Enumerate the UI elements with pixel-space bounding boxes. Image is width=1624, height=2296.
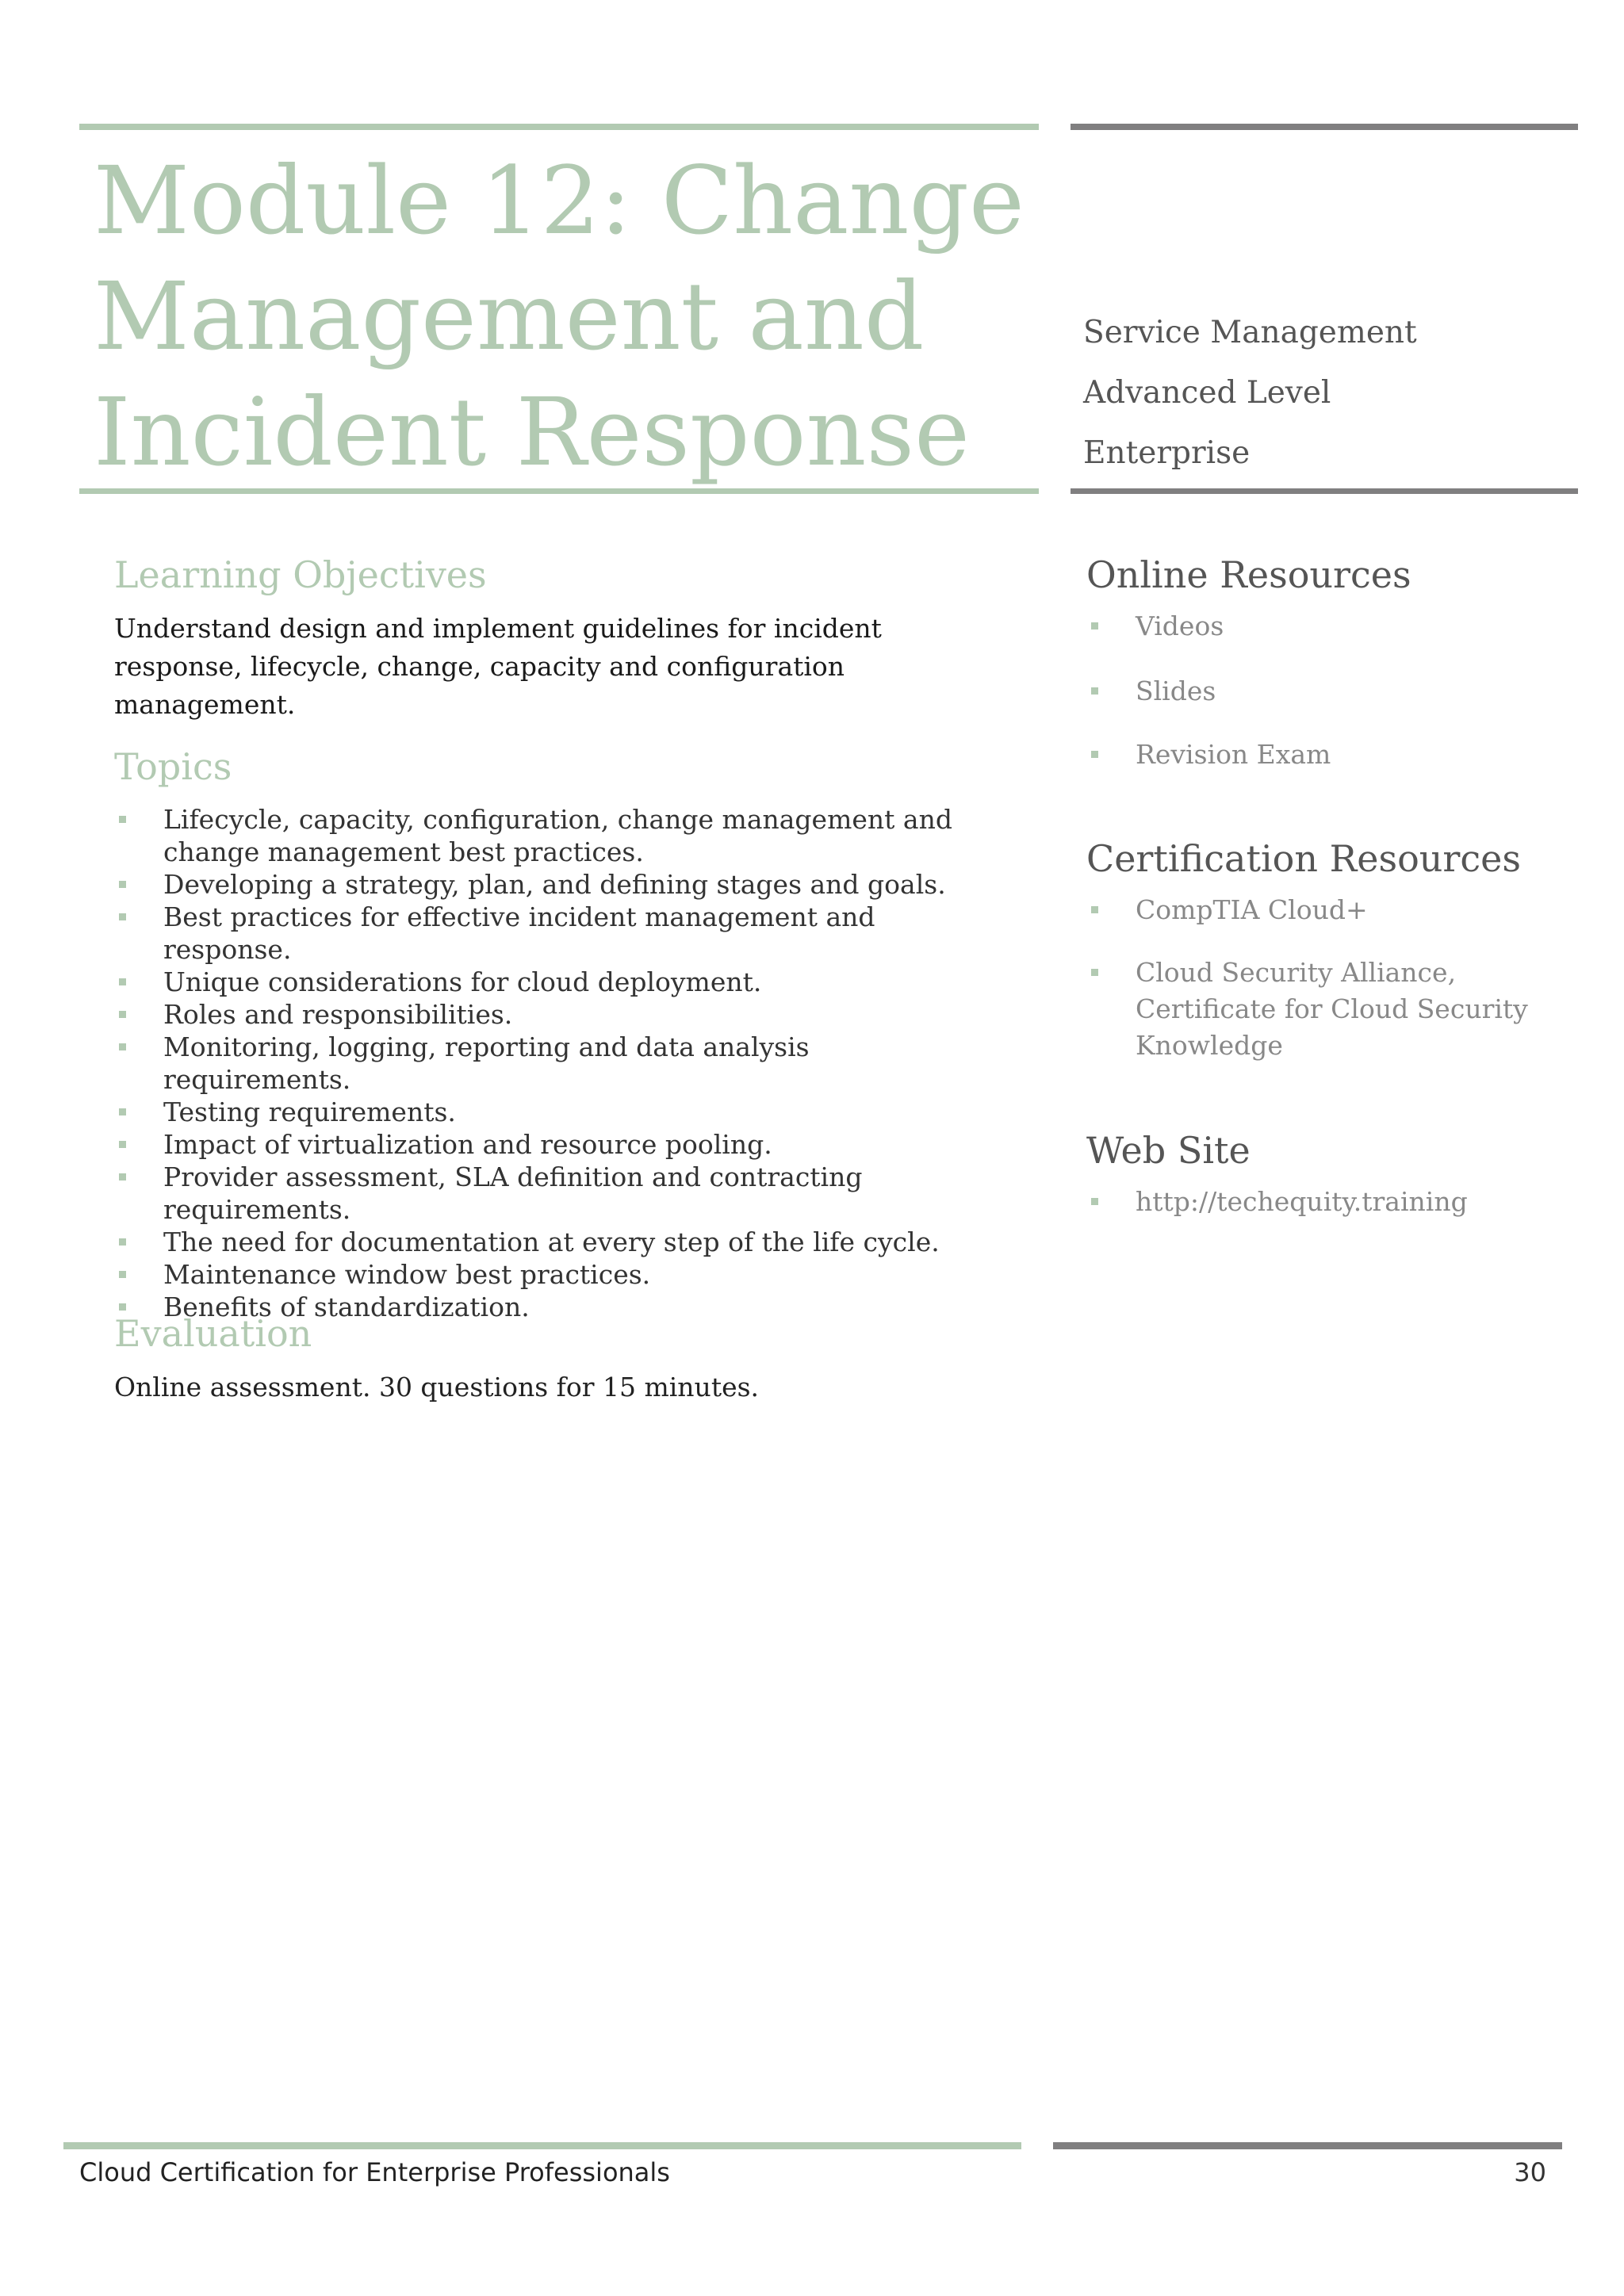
web-site-list [1086,1184,1578,1220]
learning-objectives-heading: Learning Objectives [114,553,487,596]
certification-resources-section [1086,835,1578,1064]
resource-revision-exam[interactable]: Revision Exam [1086,737,1578,773]
header-top-rule-left [79,124,1039,130]
web-site-link[interactable]: http://techequity.training [1086,1184,1578,1220]
meta-level: Advanced Level [1083,375,1331,411]
square-bullet-icon [119,881,126,888]
online-resources-section [1086,551,1578,773]
evaluation-heading: Evaluation [114,1312,312,1355]
list-item: Testing requirements. [114,1096,994,1128]
certification-resources-list [1086,892,1530,1064]
online-resources-heading: Online Resources [1086,553,1411,596]
list-item: Best practices for effective incident management and response. [114,901,994,966]
online-resources-list [1086,608,1578,773]
square-bullet-icon [119,1238,126,1246]
meta-category: Service Management [1083,315,1417,350]
certification-resources-heading: Certification Resources [1086,837,1521,880]
list-item: Impact of virtualization and resource pooling. [114,1128,994,1161]
square-bullet-icon [119,978,126,985]
learning-objectives-text: Understand design and implement guidelines for incident response, lifecycle, change, capacity and configuration management. [114,613,882,720]
list-item: Developing a strategy, plan, and defining stages and goals. [114,868,994,901]
square-bullet-icon [119,1173,126,1181]
square-bullet-icon [119,1271,126,1278]
header-bottom-rule-left [79,488,1039,494]
list-item: Unique considerations for cloud deployment. [114,966,994,998]
header-top-rule-right [1071,124,1578,130]
square-bullet-icon [1091,687,1098,695]
footer-course-title: Cloud Certification for Enterprise Professionals [79,2157,670,2187]
square-bullet-icon [1091,906,1098,913]
resource-slides[interactable]: Slides [1086,673,1578,710]
list-item: Provider assessment, SLA definition and contracting requirements. [114,1161,994,1226]
square-bullet-icon [119,1108,126,1115]
list-item: Benefits of standardization. [114,1291,994,1323]
square-bullet-icon [1091,622,1098,629]
square-bullet-icon [119,816,126,823]
evaluation-text: Online assessment. 30 questions for 15 minutes. [114,1372,760,1402]
page-number: 30 [1514,2157,1546,2187]
square-bullet-icon [119,1043,126,1050]
topics-list [114,803,994,1323]
module-meta [1083,303,1559,484]
page-title: Module 12: Change Management and Incident Response [94,146,1025,487]
square-bullet-icon [1091,969,1098,976]
list-item: Lifecycle, capacity, configuration, change management and change management best practices. [114,803,994,868]
web-site-section [1086,1127,1578,1220]
footer-rule-left [63,2142,1021,2149]
square-bullet-icon [119,913,126,920]
resource-csa-ccsk[interactable]: Cloud Security Alliance, Certificate for Cloud Security Knowledge [1086,955,1530,1064]
square-bullet-icon [1091,751,1098,758]
meta-audience: Enterprise [1083,435,1251,471]
topics-section [114,743,1018,1323]
resource-videos[interactable]: Videos [1086,608,1578,645]
topics-heading: Topics [114,745,232,788]
resource-comptia[interactable]: CompTIA Cloud+ [1086,892,1530,928]
header-bottom-rule-right [1071,488,1578,494]
evaluation-section [114,1310,1018,1406]
list-item: The need for documentation at every step of the life cycle. [114,1226,994,1258]
learning-objectives-section [114,551,1018,724]
footer-rule-right [1053,2142,1562,2149]
list-item: Maintenance window best practices. [114,1258,994,1291]
web-site-heading: Web Site [1086,1129,1251,1172]
square-bullet-icon [119,1141,126,1148]
square-bullet-icon [1091,1198,1098,1205]
list-item: Roles and responsibilities. [114,998,994,1031]
list-item: Monitoring, logging, reporting and data analysis requirements. [114,1031,994,1096]
square-bullet-icon [119,1011,126,1018]
